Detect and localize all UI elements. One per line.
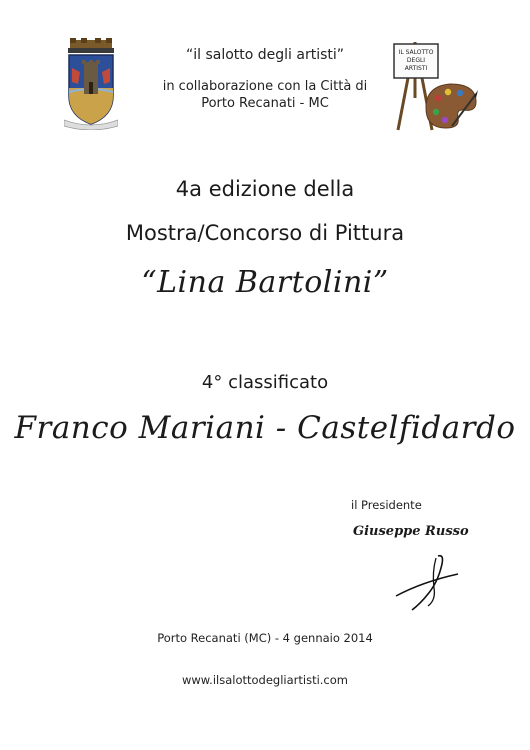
event-name: “Lina Bartolini” bbox=[141, 265, 389, 300]
signature-icon bbox=[392, 552, 462, 614]
header-city: Porto Recanati - MC bbox=[201, 96, 329, 111]
place-date: Porto Recanati (MC) - 4 gennaio 2014 bbox=[157, 631, 373, 645]
award-winner: Franco Mariani - Castelfidardo bbox=[14, 410, 516, 446]
header-collaboration: in collaborazione con la Città di bbox=[162, 79, 368, 94]
header-title: “il salotto degli artisti” bbox=[185, 47, 345, 63]
website-link[interactable]: www.ilsalottodegliartisti.com bbox=[182, 673, 348, 687]
event-type: Mostra/Concorso di Pittura bbox=[125, 221, 405, 245]
salotto-logo-icon bbox=[386, 38, 478, 134]
signature-name: Giuseppe Russo bbox=[353, 524, 469, 539]
award-place: 4° classificato bbox=[201, 372, 329, 393]
signature-role: il Presidente bbox=[351, 498, 422, 512]
logo-text-line-3: ARTISTI bbox=[404, 65, 428, 72]
logo-text-line-1: IL SALOTTO bbox=[398, 49, 434, 56]
edition-line: 4a edizione della bbox=[175, 177, 355, 201]
logo-text-line-2: DEGLI bbox=[406, 57, 426, 64]
